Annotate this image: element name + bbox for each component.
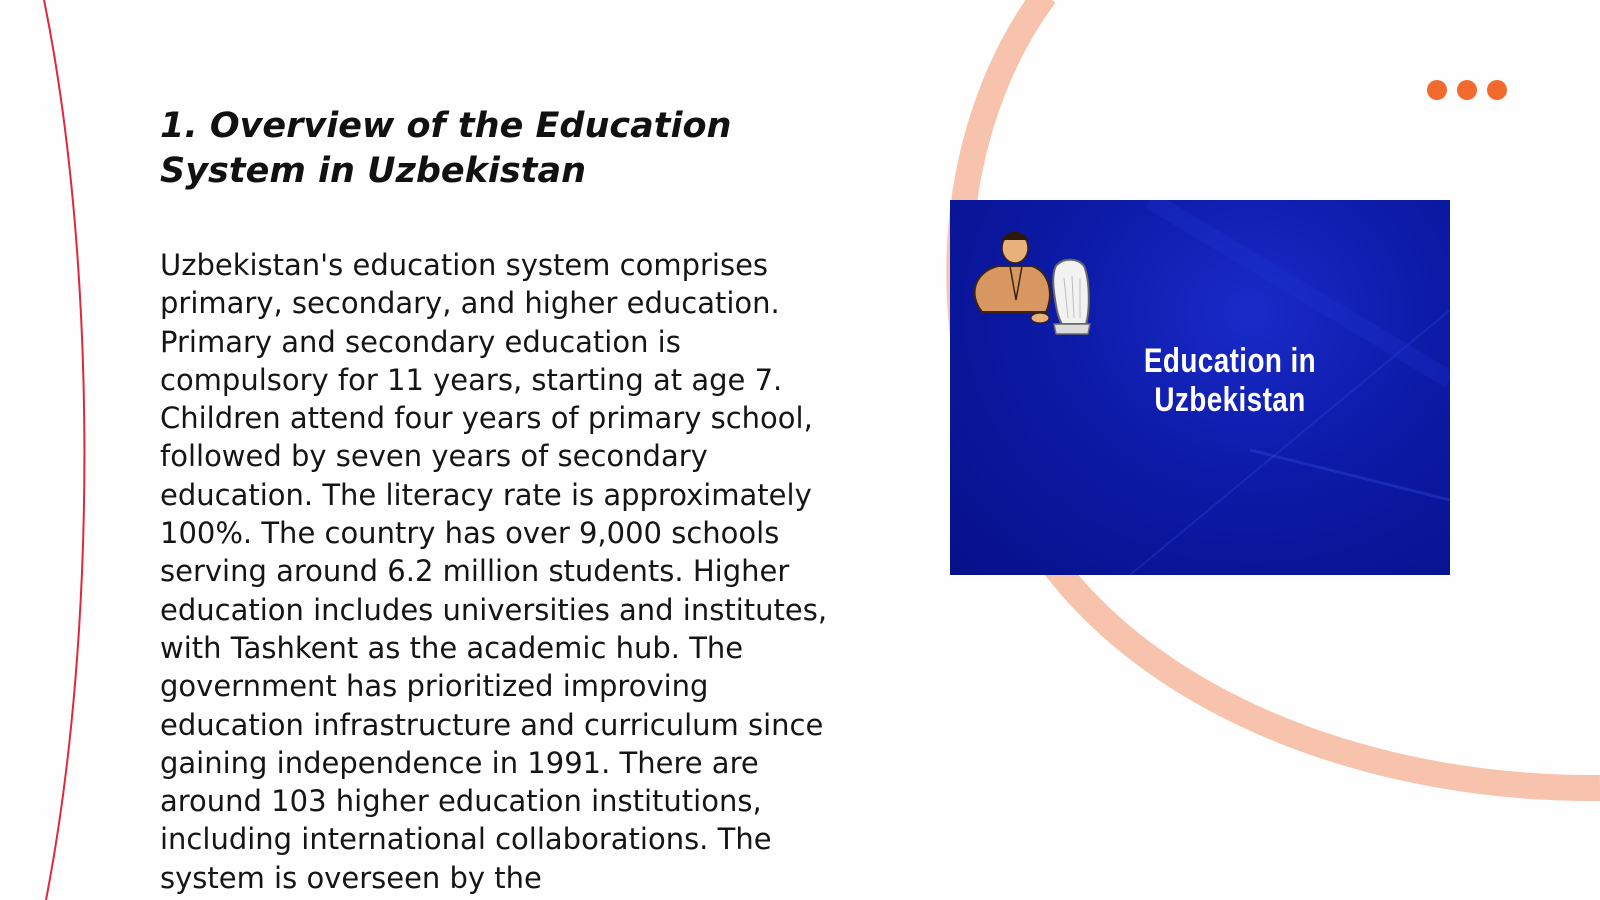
image-caption: Education in Uzbekistan — [1143, 342, 1317, 419]
slide-title: 1. Overview of the Education System in Uzbekistan — [160, 106, 732, 191]
dot — [1457, 80, 1477, 100]
education-image — [950, 200, 1450, 575]
dot — [1487, 80, 1507, 100]
slide-body-text: Uzbekistan's education system comprises primary, secondary, and higher education. Primary and secondary education is compulsory for 11 years, starting at age 7. Children attend four years of primary school, followed by seven years of secondary education. The literacy rate is approximately 100%. The country has over 9,000 schools serving around 6.2 million students. Higher education includes universities and institutes, with Tashkent as the academic hub. The government has prioritized improving education infrastructure and curriculum since gaining independence in 1991. There are around 103 higher education institutions, including international collaborations. The system is overseen by the — [160, 248, 828, 895]
three-dots-icon — [1427, 80, 1507, 100]
left-red-arc-line — [44, 0, 84, 900]
dot — [1427, 80, 1447, 100]
